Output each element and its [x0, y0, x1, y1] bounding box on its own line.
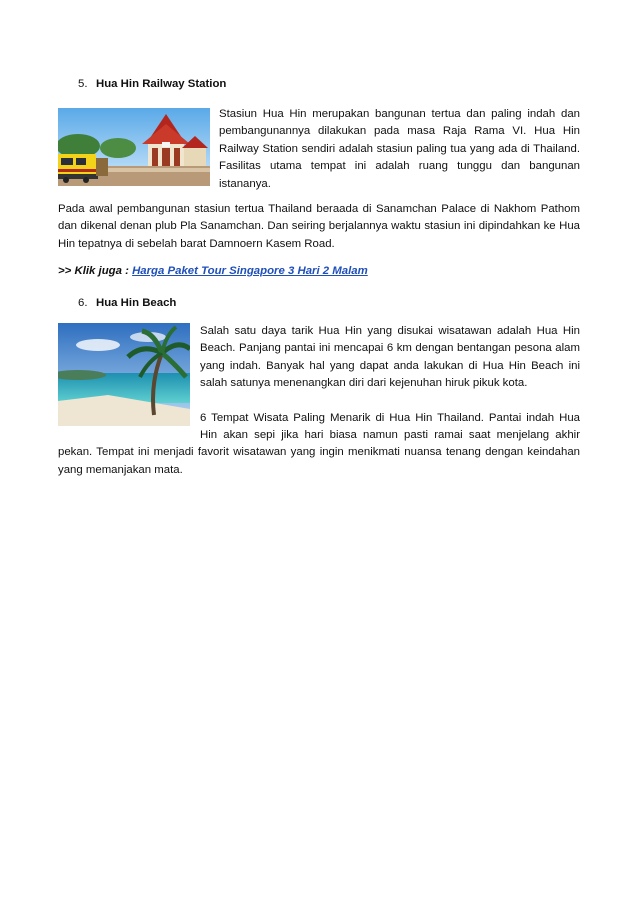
railway-description: Stasiun Hua Hin merupakan bangunan tertua dan paling indah dan pembangunannya dilakukan pada masa Raja Rama VI. Hua Hin Railway Station sendiri adalah stasiun paling tua yang ada di Thailand. Fasilitas utama tempat ini adalah ruang tunggu dan bangunan istananya.	[219, 108, 580, 190]
beach-highlight: 6 Tempat Wisata Paling Menarik di Hua Hin Thailand. Pantai indah Hua Hin akan sepi jika hari biasa namun pasti ramai saat menjelang akhir pekan. Tempat ini menjadi favorit wisatawan yang ingin menikmati nuansa tenang dengan keindahan yang memanjakan mata.	[58, 411, 580, 476]
railway-history: Pada awal pembangunan stasiun tertua Thailand beraada di Sanamchan Palace di Nakhom Pathom dan dikenal denan plub Pla Sanamchan. Dan seiring berjalannya waktu stasiun ini dipindahkan ke Hua Hin tepatnya di sebelah barat Damnoern Kasem Road.	[58, 203, 580, 250]
link-prefix: >> Klik juga :	[58, 265, 133, 277]
beach-section	[58, 323, 580, 479]
beach-photo	[58, 323, 190, 426]
section-title: Hua Hin Railway Station	[96, 78, 227, 90]
section-heading-railway	[78, 78, 226, 90]
related-link-line	[58, 265, 368, 277]
tour-package-link[interactable]: Harga Paket Tour Singapore 3 Hari 2 Malam	[132, 265, 368, 277]
section-title: Hua Hin Beach	[96, 297, 177, 309]
beach-description: Salah satu daya tarik Hua Hin yang disukai wisatawan adalah Hua Hin Beach. Panjang pantai ini mencapai 6 km dengan bentangan pesona alam yang indah. Banyak hal yang dapat anda lakukan di Hua Hin Beach ini salah satunya menenangkan diri dari kejenuhan hiruk pikuk kota.	[200, 325, 580, 390]
section-number: 5.	[78, 78, 88, 90]
section-heading-beach	[78, 297, 176, 309]
railway-station-photo	[58, 108, 210, 186]
section-number: 6.	[78, 297, 88, 309]
